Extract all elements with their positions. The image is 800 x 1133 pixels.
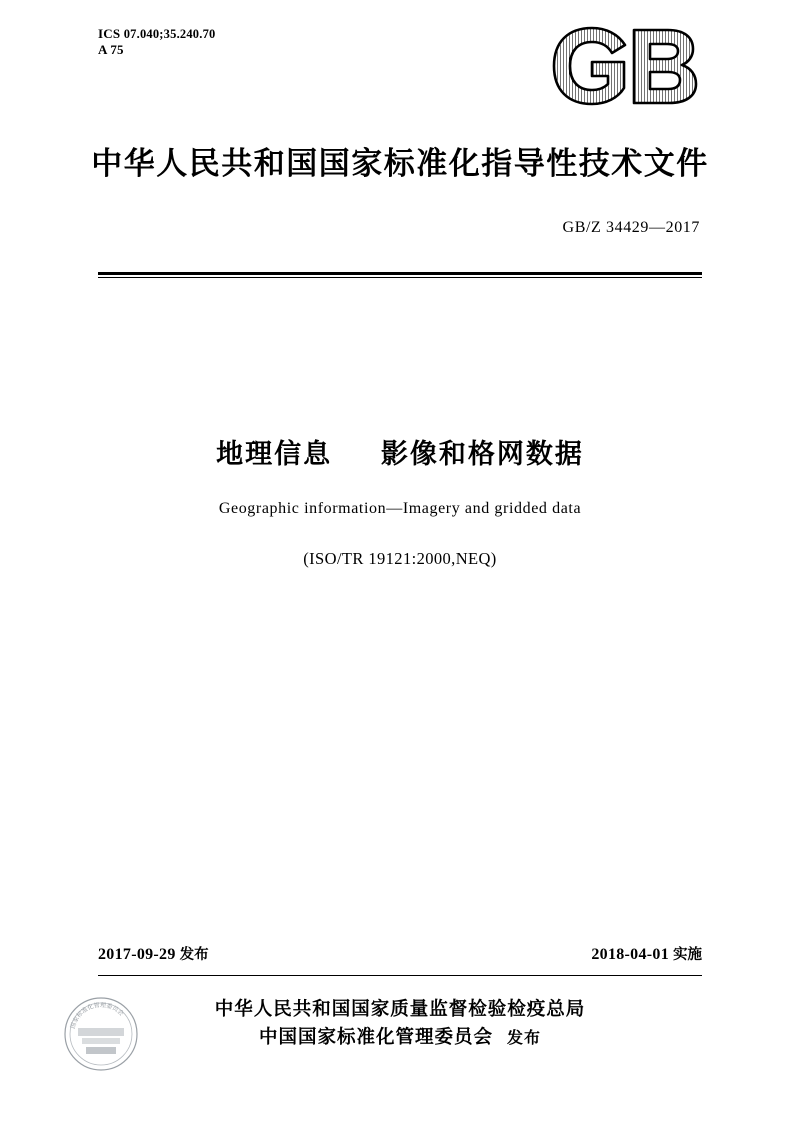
header-rule-thick bbox=[98, 272, 702, 275]
ics-label: ICS bbox=[98, 26, 121, 41]
document-title-en: Geographic information—Imagery and gridded data bbox=[218, 500, 582, 517]
effective-date: 2018-04-01 bbox=[591, 946, 669, 963]
header-rule-thin bbox=[98, 277, 702, 278]
class-code: A 75 bbox=[98, 42, 124, 57]
document-title-cn-part2: 影像和格网数据 bbox=[380, 439, 584, 470]
gb-logo-icon bbox=[548, 24, 708, 108]
footer-rule bbox=[98, 975, 702, 976]
issue-date-label: 发布 bbox=[179, 947, 209, 963]
official-seal-icon bbox=[62, 995, 140, 1073]
issuer-line-1: 中华人民共和国国家质量监督检验检疫总局 bbox=[214, 999, 586, 1020]
effective-date-label: 实施 bbox=[673, 947, 702, 963]
iso-equivalence-note: (ISO/TR 19121:2000,NEQ) bbox=[303, 549, 497, 568]
date-row bbox=[98, 943, 702, 964]
ics-block bbox=[98, 26, 215, 58]
ics-line bbox=[98, 26, 215, 42]
issue-date-block bbox=[98, 943, 209, 964]
issuer-line-2: 中国国家标准化管理委员会 bbox=[258, 1027, 493, 1048]
page-title: 中华人民共和国国家标准化指导性技术文件 bbox=[91, 146, 709, 182]
svg-text:国家标准化管理委员会: 国家标准化管理委员会 bbox=[69, 1001, 125, 1030]
effective-date-block bbox=[591, 943, 702, 964]
publish-label: 发布 bbox=[507, 1028, 542, 1047]
ics-value: 07.040;35.240.70 bbox=[123, 27, 216, 41]
issue-date: 2017-09-29 bbox=[98, 946, 176, 963]
standard-number: GB/Z 34429—2017 bbox=[562, 219, 700, 236]
document-title-cn-part1: 地理信息 bbox=[216, 439, 333, 470]
document-title-cn bbox=[0, 432, 800, 471]
